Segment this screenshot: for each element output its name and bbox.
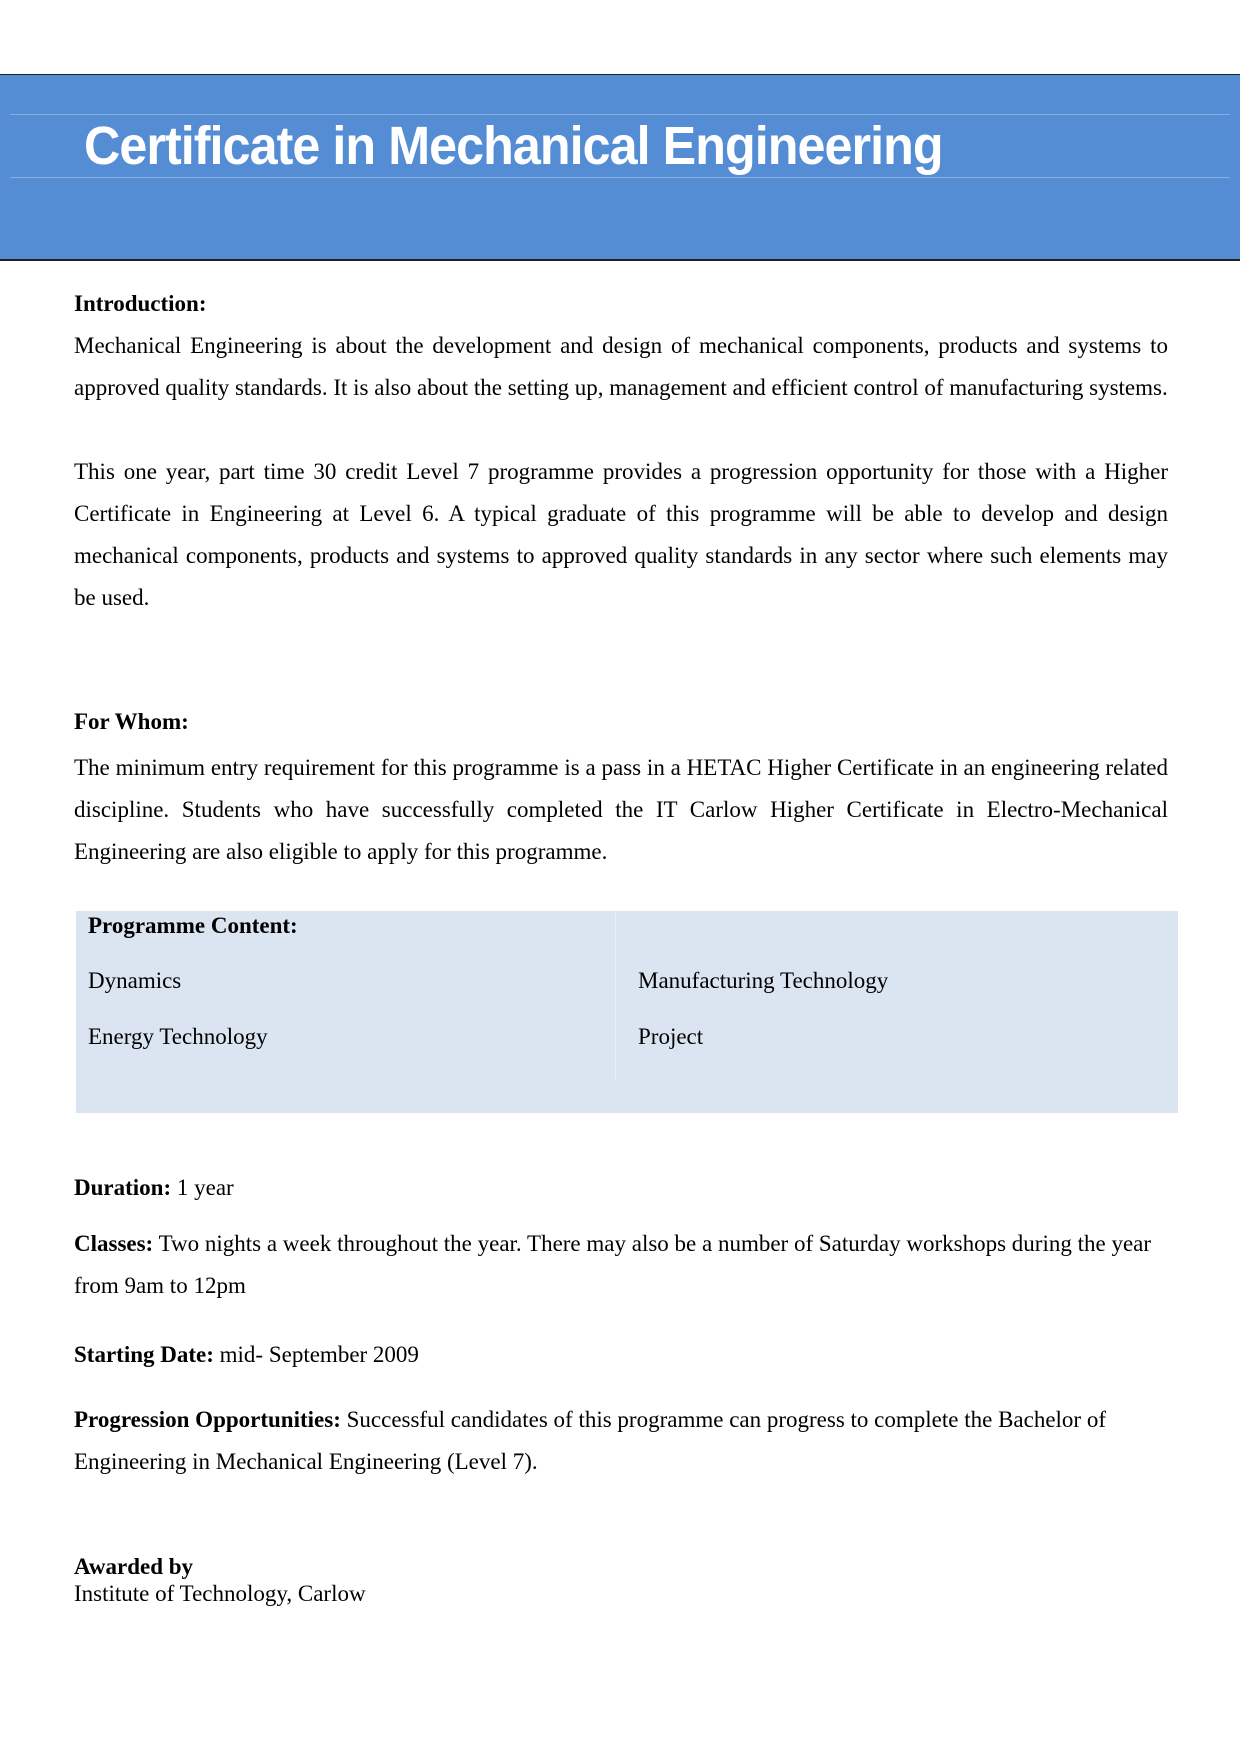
awarding-institution: Institute of Technology, Carlow: [74, 1581, 366, 1606]
introduction-paragraph: This one year, part time 30 credit Level 7 programme provides a progression opportunity for those with a Higher Certificate in Engineering at Level 6. A typical graduate of this programme will be able to develop and design mechanical components, products and systems to approved quality standards in any sector where such elements may be used.: [74, 459, 1168, 610]
module-item: Energy Technology: [88, 1024, 268, 1049]
awarded-by: [74, 1553, 1168, 1607]
for-whom-text: The minimum entry requirement for this programme is a pass in a HETAC Higher Certificate in an engineering related discipline. Students who have successfully completed the IT Carlow Higher Certificate in Electro-Mechanical Engineering are also eligible to apply for this programme.: [74, 755, 1168, 864]
page-title: Certificate in Mechanical Engineering: [84, 116, 943, 176]
programme-content-table: [76, 911, 1178, 1113]
programme-content-heading: Programme Content:: [88, 913, 298, 938]
for-whom-heading: For Whom:: [74, 709, 189, 734]
starting-date: [74, 1334, 1168, 1376]
progression-label: Progression Opportunities:: [74, 1407, 341, 1432]
duration: [74, 1167, 1168, 1209]
introduction-heading: Introduction:: [74, 291, 207, 316]
progression-value: Successful candidates of this programme can progress to complete the Bachelor of Engineering in Mechanical Engineering (Level 7).: [74, 1407, 1107, 1474]
starting-date-label: Starting Date:: [74, 1342, 214, 1367]
introduction-paragraph: Mechanical Engineering is about the development and design of mechanical components, products and systems to approved quality standards. It is also about the setting up, management and efficient control of manufacturing systems.: [74, 333, 1168, 400]
for-whom-section: [74, 701, 1168, 873]
duration-label: Duration:: [74, 1175, 172, 1200]
awarded-by-label: Awarded by: [74, 1554, 194, 1579]
title-banner: [0, 74, 1240, 261]
introduction-section: [74, 283, 1168, 619]
banner-rule: [10, 177, 1230, 178]
duration-value: 1 year: [171, 1175, 234, 1200]
module-item: Project: [638, 1024, 704, 1049]
classes: [74, 1223, 1154, 1307]
module-item: Manufacturing Technology: [638, 968, 889, 993]
classes-label: Classes:: [74, 1231, 154, 1256]
classes-value: Two nights a week throughout the year. There may also be a number of Saturday workshops during the year from 9am to 12pm: [74, 1231, 1152, 1298]
starting-date-value: mid- September 2009: [213, 1342, 419, 1367]
progression: [74, 1399, 1154, 1483]
module-item: Dynamics: [88, 968, 182, 993]
column-divider: [615, 911, 616, 1081]
